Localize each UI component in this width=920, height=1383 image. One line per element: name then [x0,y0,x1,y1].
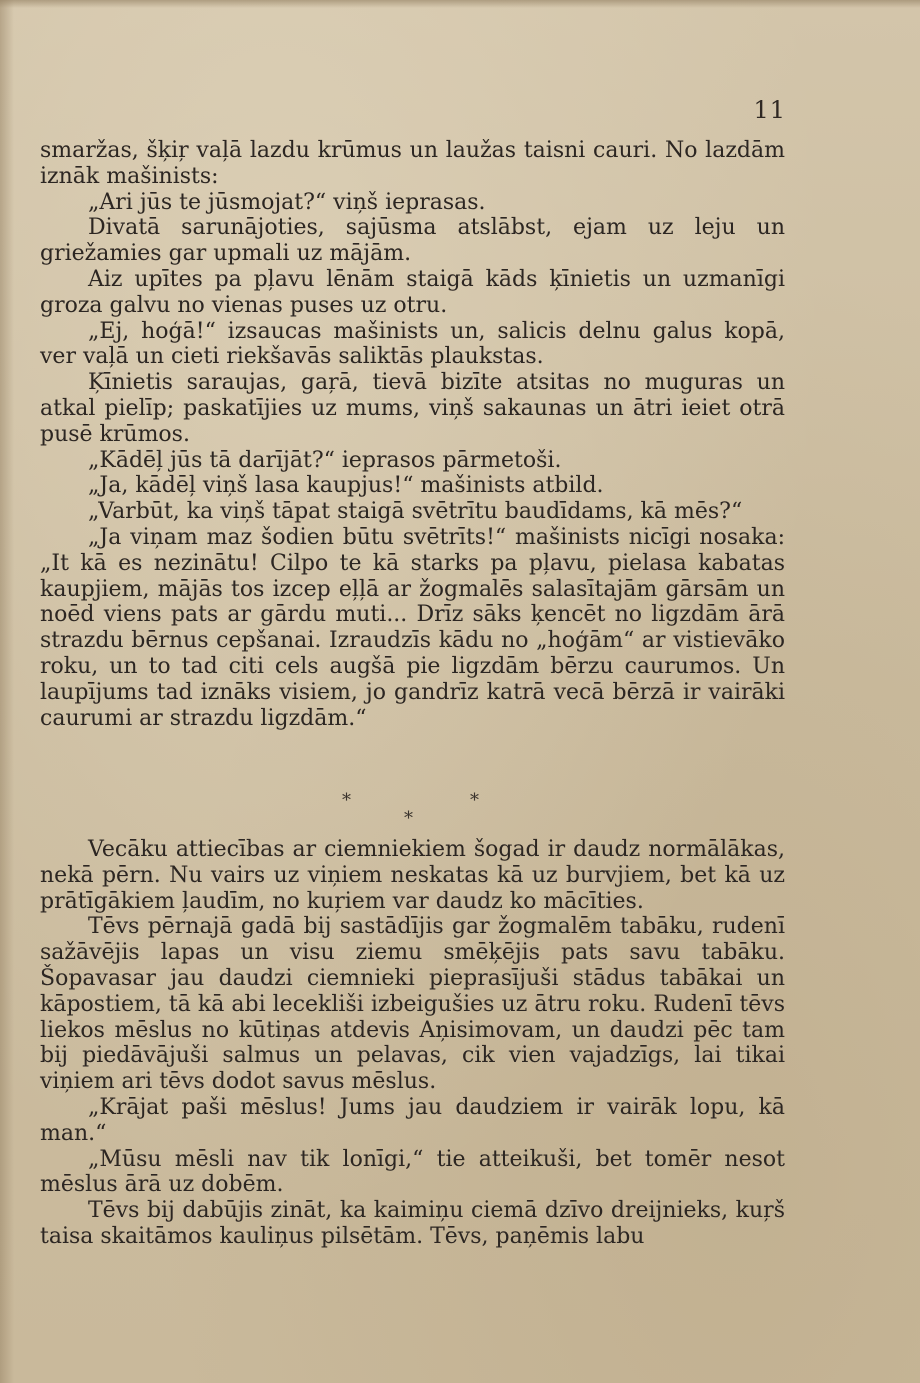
paragraph: „Kādēļ jūs tā darījāt?“ ieprasos pārmetoši. [88,447,562,473]
asterisk: * [470,790,479,811]
page-number: 11 [753,96,786,124]
asterisk: * [342,790,351,811]
paragraph: Aiz upītes pa pļavu lēnām staigā kāds ķīnietis un uzmanīgi groza galvu no vienas puses uz otru. [40,266,785,318]
paragraph: Tēvs pērnajā gadā bij sastādījis gar žogmalēm tabāku, rudenī sažāvējis lapas un visu ziemu smēķējis pats savu tabāku. Šopavasar jau daudzi ciemnieki pieprasījuši stādus tabākai un kāpostiem, tā kā abi lecekliši izbeigušies uz ātru roku. Rudenī tēvs liekos mēslus no kūtiņas atdevis Aņisimovam, un daudzi pēc tam bij piedāvājuši salmus un pelavas, cik vien vajadzīgs, lai tikai viņiem ari tēvs dodot savus mēslus. [40,914,785,1095]
paragraph: „Ari jūs te jūsmojat?“ viņš ieprasas. [88,189,486,215]
asterisk: * [404,808,413,829]
paragraph: Tēvs bij dabūjis zināt, ka kaimiņu ciemā dzīvo dreijnieks, kuŗš taisa skaitāmos kauliņus pilsētām. Tēvs, paņēmis labu [40,1198,785,1249]
paragraph: Vecāku attiecības ar ciemniekiem šogad ir daudz normālākas, nekā pērn. Nu vairs uz viņiem neskatas kā uz burvjiem, bet kā uz prātīgākiem ļaudīm, no kuŗiem var daudz ko mācīties. [40,837,785,914]
paragraph: „Varbūt, ka viņš tāpat staigā svētrītu baudīdams, kā mēs?“ [88,499,743,525]
paragraph: Ķīnietis saraujas, gaŗā, tievā bizīte atsitas no muguras un atkal pielīp; paskatījies uz mums, viņš sakaunas un ātri ieiet otrā pusē krūmos. [40,370,785,447]
paragraph: smaržas, šķiŗ vaļā lazdu krūmus un laužas taisni cauri. No lazdām iznāk mašinists: [40,138,785,189]
paragraph: „Ja viņam maz šodien būtu svētrīts!“ mašinists nicīgi nosaka: „It kā es nezinātu! Cilpo te kā starks pa pļavu, pielasa kabatas kaupjiem, mājās tos izcep eļļā ar žogmalēs salasītajām gārsām un noēd viens pats ar gārdu muti... Drīz sāks ķencēt no ligzdām ārā strazdu bērnus cepšanai. Izraudzīs kādu no „hoģām“ ar vistievāko roku, un to tad citi cels augšā pie ligzdām bērzu caurumos. Un laupījums tad iznāks visiem, jo gandrīz katrā vecā bērzā ir vairāki caurumi ar strazdu ligzdām.“ [40,524,785,731]
text-section-1 [40,138,785,731]
paragraph: „Krājat paši mēslus! Jums jau daudziem ir vairāk lopu, kā man.“ [40,1094,785,1146]
paragraph: „Ja, kādēļ viņš lasa kaupjus!“ mašinists atbild. [88,473,604,499]
paragraph: Divatā sarunājoties, sajūsma atslābst, ejam uz leju un griežamies gar upmali uz mājām. [40,215,785,267]
paragraph: „Ej, hoģā!“ izsaucas mašinists un, salicis delnu galus kopā, ver vaļā un cieti riekšavās saliktās plaukstas. [40,318,785,370]
section-separator [0,790,920,830]
paragraph: „Mūsu mēsli nav tik lonīgi,“ tie atteikuši, bet tomēr nesot mēslus ārā uz dobēm. [40,1146,785,1198]
text-section-2 [40,837,785,1250]
